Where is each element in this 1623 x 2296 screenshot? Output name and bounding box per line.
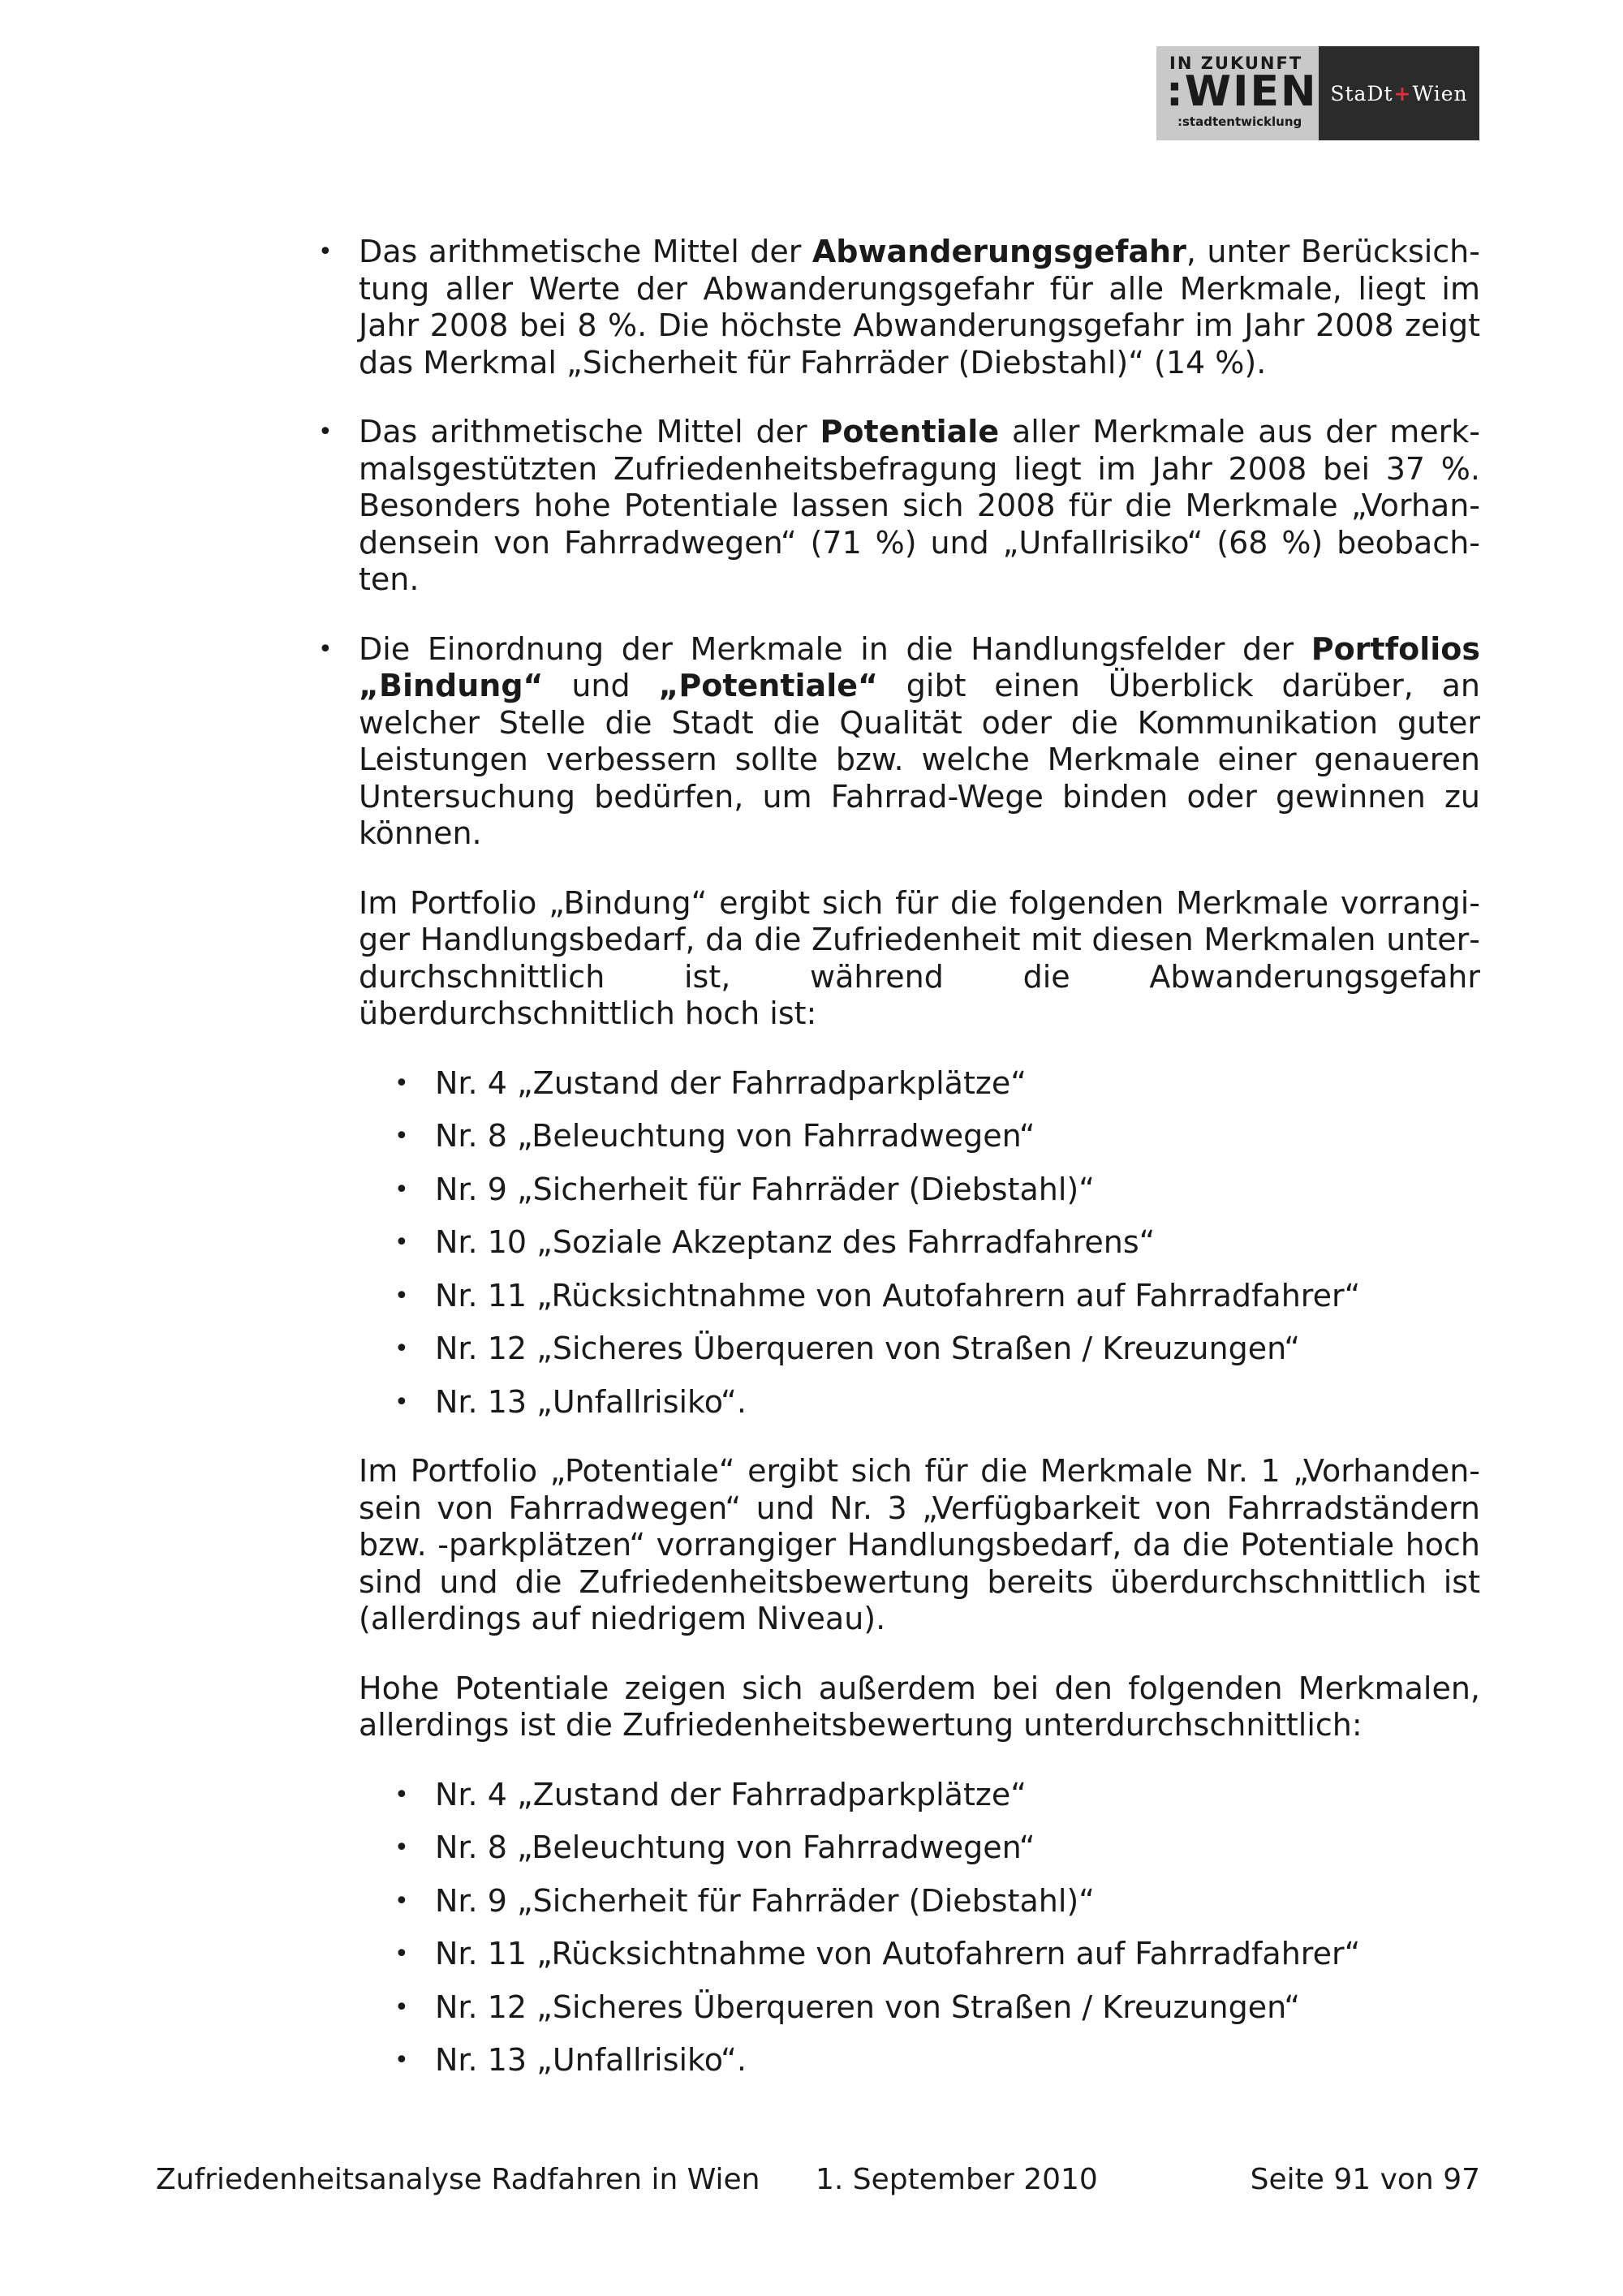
- bullet-icon: •: [394, 1228, 409, 1257]
- bullet-text-bold-2: „Potentiale“: [658, 668, 878, 703]
- list-item: [394, 1331, 1480, 1368]
- bullet-icon: •: [394, 1068, 409, 1098]
- logo-cross-icon: +: [1393, 81, 1412, 105]
- bullet-icon: •: [394, 1387, 409, 1417]
- bullet-icon: •: [318, 418, 333, 446]
- list-item-text: Nr. 9 „Sicherheit für Fahrräder (Diebstahl)“: [435, 1171, 1095, 1207]
- list-item: [394, 1278, 1480, 1315]
- footer-page-number: Seite 91 von 97: [1250, 2163, 1480, 2196]
- list-item-text: Nr. 8 „Beleuchtung von Fahrradwegen“: [435, 1118, 1035, 1154]
- page-footer: [156, 2160, 1480, 2200]
- bullet-text-bold-1: Portfolios „Bindung“: [359, 630, 1480, 703]
- bullet-icon: •: [318, 634, 333, 664]
- list-item-text: Nr. 8 „Beleuchtung von Fahrradwegen“: [435, 1829, 1035, 1865]
- logo-wien: :WIEN: [1166, 67, 1318, 116]
- list-item: [394, 1829, 1480, 1867]
- bullet-text-bold: Potentiale: [820, 414, 1000, 449]
- list-item-text: Nr. 9 „Sicherheit für Fahrräder (Diebstahl)“: [435, 1882, 1095, 1919]
- logo-stadt-wien: [1319, 46, 1479, 140]
- bullet-icon: •: [394, 2046, 409, 2075]
- list-item: [394, 1224, 1480, 1262]
- list-item-text: Nr. 4 „Zustand der Fahrradparkplätze“: [435, 1776, 1027, 1812]
- logo-stadtentwicklung: :stadtentwicklung: [1177, 114, 1302, 129]
- document-body: [318, 234, 1480, 2112]
- bullet-icon: •: [394, 1993, 409, 2022]
- list-item: [394, 1384, 1480, 1421]
- bullet-text-post: , unter Berücksichtung aller Werte der Abwanderungsgefahr für alle Merkmale, liegt im Jahr 2008 bei 8 %. Die höchste Abwanderungsgefahr im Jahr 2008 zeigt das Merkmal „Sicherheit für Fahrräder (Diebstahl)“ (14 %).: [359, 234, 1480, 381]
- list-item: [394, 1883, 1480, 1920]
- bullet-text-pre: Das arithmetische Mittel der: [359, 414, 820, 449]
- bullet-text-mid: und: [543, 668, 659, 703]
- list-item-text: Nr. 4 „Zustand der Fahrradparkplätze“: [435, 1064, 1027, 1101]
- list-item-text: Nr. 12 „Sicheres Überqueren von Straßen / Kreuzungen“: [435, 1331, 1301, 1366]
- list-item-text: Nr. 10 „Soziale Akzeptanz des Fahrradfahrens“: [435, 1224, 1156, 1260]
- bullet-abwanderungsgefahr: [318, 234, 1480, 381]
- bullet-text-pre: Das arithmetische Mittel der: [359, 234, 812, 269]
- list-potentiale-merkmale: [318, 1777, 1480, 2079]
- bullet-text-pre: Die Einordnung der Merkmale in die Handlungsfelder der: [359, 630, 1311, 667]
- bullet-icon: •: [318, 238, 333, 266]
- footer-date: 1. September 2010: [816, 2163, 1098, 2196]
- bullet-potentiale: [318, 414, 1480, 599]
- paragraph-hohe-potentiale: Hohe Potentiale zeigen sich außerdem bei den folgenden Merkmalen, allerdings ist die Zufriedenheitsbewertung unterdurchschnittlich:: [359, 1670, 1480, 1743]
- logo-tagline: IN ZUKUNFT: [1169, 54, 1303, 73]
- list-item: [394, 1172, 1480, 1209]
- bullet-icon: •: [394, 1122, 409, 1150]
- list-item-text: Nr. 13 „Unfallrisiko“.: [435, 2042, 747, 2078]
- bullet-icon: •: [394, 1281, 409, 1310]
- logo-wien-text: Wien: [1412, 81, 1468, 105]
- bullet-icon: •: [394, 1834, 409, 1862]
- paragraph-portfolio-bindung: Im Portfolio „Bindung“ ergibt sich für die folgenden Merkmale vorrangiger Handlungsbedarf, da die Zufriedenheit mit diesen Merkmalen unterdurchschnittlich ist, während die Abwanderungsgefahr überdurchschnittlich hoch ist:: [359, 884, 1480, 1031]
- list-item: [394, 1118, 1480, 1155]
- list-item: [394, 1989, 1480, 2027]
- bullet-icon: •: [394, 1886, 409, 1915]
- list-item: [394, 1936, 1480, 1973]
- bullet-icon: •: [394, 1780, 409, 1809]
- list-bindung-merkmale: [318, 1065, 1480, 1421]
- list-item: [394, 2042, 1480, 2079]
- paragraph-portfolio-potentiale: Im Portfolio „Potentiale“ ergibt sich für die Merkmale Nr. 1 „Vorhandensein von Fahrradwegen“ und Nr. 3 „Verfügbarkeit von Fahrradständern bzw. -parkplätzen“ vorrangiger Handlungsbedarf, da die Potentiale hoch sind und die Zufriedenheitsbewertung bereits überdurchschnittlich ist (allerdings auf niedrigem Niveau).: [359, 1453, 1480, 1636]
- bullet-text-post: aller Merkmale aus der merkmalsgestützten Zufriedenheitsbefragung liegt im Jahr 2008 bei 37 %. Besonders hohe Potentiale lassen sich 2008 für die Merkmale „Vorhandensein von Fahrradwegen“ (71 %) und „Unfallrisiko“ (68 %) beobachten.: [359, 414, 1480, 597]
- bullet-portfolios: [318, 631, 1480, 853]
- list-item: [394, 1065, 1480, 1103]
- bullet-text-post: gibt einen Überblick darüber, an welcher Stelle die Stadt die Qualität oder die Kommunikation guter Leistungen verbessern sollte bzw. welche Merkmale einer genaueren Untersuchung bedürfen, um Fahrrad-Wege binden oder gewinnen zu können.: [359, 668, 1480, 851]
- footer-title: Zufriedenheitsanalyse Radfahren in Wien: [156, 2163, 760, 2196]
- bullet-text-bold: Abwanderungsgefahr: [812, 234, 1186, 269]
- bullet-icon: •: [394, 1175, 409, 1204]
- list-item-text: Nr. 11 „Rücksichtnahme von Autofahrern auf Fahrradfahrer“: [435, 1277, 1361, 1314]
- list-item-text: Nr. 12 „Sicheres Überqueren von Straßen / Kreuzungen“: [435, 1989, 1301, 2025]
- logo-in-zukunft-wien: [1156, 46, 1319, 140]
- bullet-icon: •: [394, 1335, 409, 1363]
- list-item: [394, 1777, 1480, 1814]
- logo: [1156, 46, 1479, 140]
- logo-stadt-text: StaDt: [1330, 81, 1393, 105]
- bullet-icon: •: [394, 1940, 409, 1968]
- list-item-text: Nr. 13 „Unfallrisiko“.: [435, 1383, 747, 1420]
- list-item-text: Nr. 11 „Rücksichtnahme von Autofahrern auf Fahrradfahrer“: [435, 1936, 1361, 1971]
